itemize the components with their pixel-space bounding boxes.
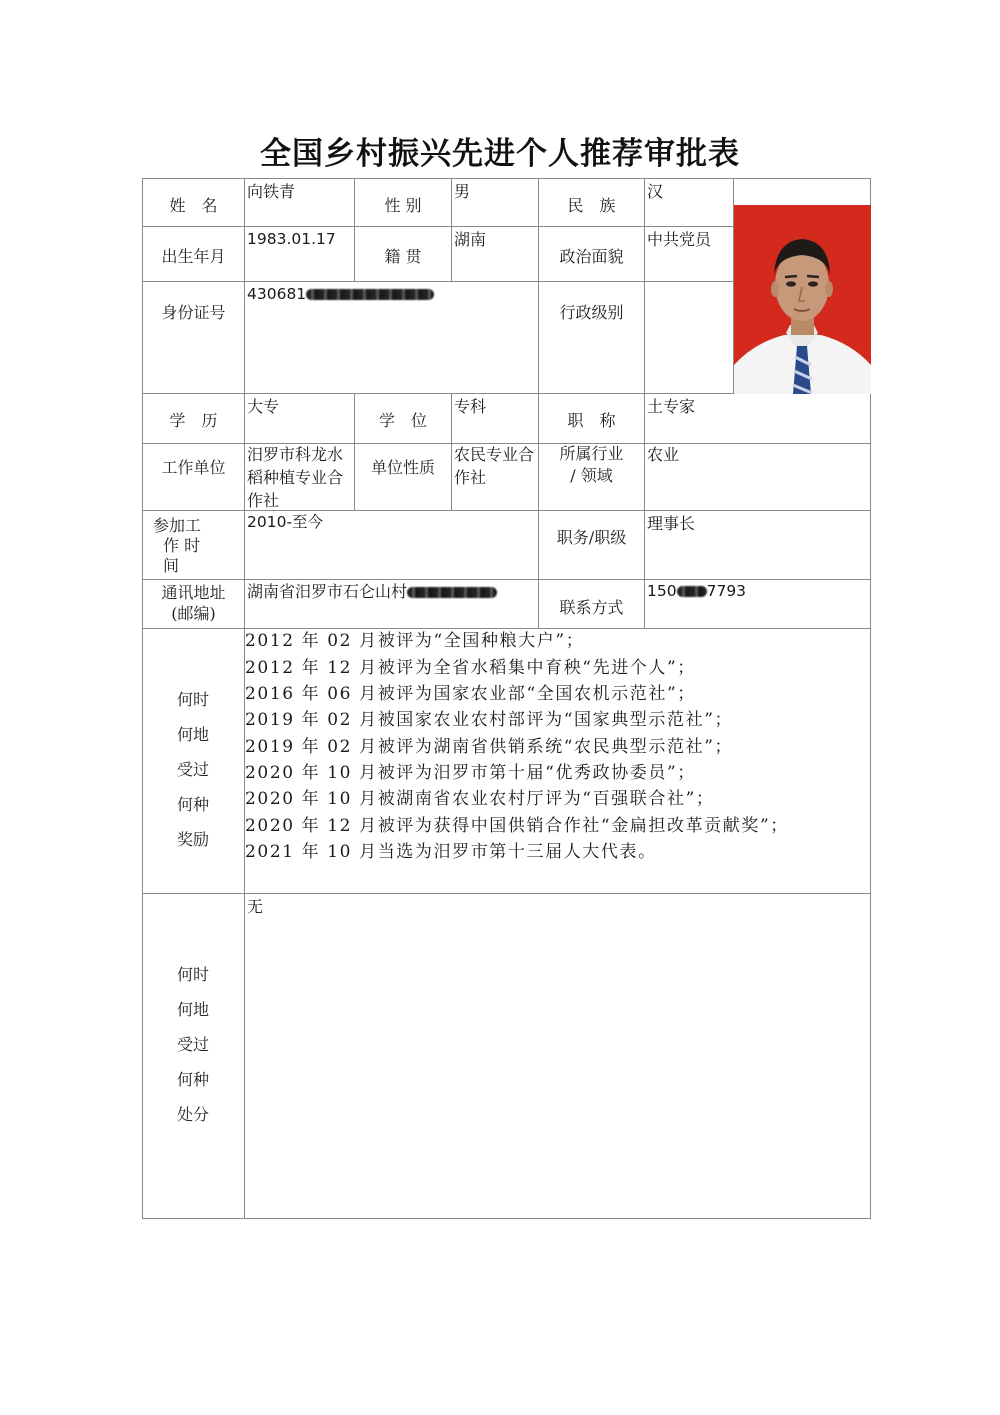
label-ethnicity: 民 族 [567,196,616,215]
label-professional-title: 职 称 [567,411,616,430]
portrait-image [734,205,871,394]
label-awards-1: 何时 [176,690,209,709]
label-punish-1: 何时 [176,965,209,984]
column-divider [451,179,452,281]
value-degree: 专科 [454,397,487,416]
label-awards-2: 何地 [176,725,209,744]
value-name: 向铁青 [247,182,296,201]
redacted-mark [306,289,434,300]
label-gender: 性 别 [384,196,422,215]
label-birth: 出生年月 [161,247,226,266]
label-native-place: 籍 贯 [384,247,422,266]
value-address [247,580,497,603]
label-awards-3: 受过 [176,760,209,779]
award-item: 2021 年 10 月当选为汨罗市第十三届人大代表。 [245,842,657,862]
award-item: 2020 年 12 月被评为获得中国供销合作社“金扁担改革贡献奖”； [245,816,789,836]
label-industry-line1: 所属行业 [559,444,624,463]
value-punishments: 无 [247,897,264,916]
value-native-place: 湖南 [454,230,487,249]
label-work-start-line3: 间 [163,556,180,575]
value-political-status: 中共党员 [647,230,712,249]
label-address [143,582,244,624]
label-degree: 学 位 [378,411,427,430]
address-text: 湖南省汨罗市石仑山村 [247,582,408,601]
label-position: 职务/职级 [556,528,627,547]
label-punish-5: 处分 [176,1105,209,1124]
form-title: 全国乡村振兴先进个人推荐审批表 [260,136,740,172]
award-item: 2012 年 12 月被评为全省水稻集中育秧“先进个人”； [245,658,696,678]
value-position: 理事长 [647,514,696,533]
label-work-unit: 工作单位 [161,458,226,477]
value-unit-nature: 农民专业合作社 [454,445,535,487]
value-work-start: 2010-至今 [247,513,324,531]
value-ethnicity: 汉 [647,182,664,201]
label-industry [539,443,644,487]
label-unit-nature: 单位性质 [370,458,435,477]
award-item: 2016 年 06 月被评为国家农业部“全国农机示范社”； [245,684,696,704]
row-divider [143,281,734,282]
value-work-unit: 汨罗市科龙水稻种植专业合作社 [247,445,344,510]
contact-suffix: 7793 [706,582,747,600]
row-divider [143,893,870,894]
label-awards [143,682,243,857]
label-punish-3: 受过 [176,1035,209,1054]
row-divider [143,226,734,227]
award-item: 2020 年 10 月被湖南省农业农村厅评为“百强联合社”； [245,789,715,809]
contact-prefix: 150 [647,582,677,600]
value-birth: 1983.01.17 [247,230,336,248]
label-id-number: 身份证号 [161,303,226,322]
value-education: 大专 [247,397,280,416]
award-item: 2019 年 02 月被国家农业农村部评为“国家典型示范社”； [245,710,734,730]
label-work-start-line1: 参加工 [153,516,202,535]
column-divider [644,179,645,393]
label-work-start-line2: 作 时 [163,536,201,555]
label-punish-2: 何地 [176,1000,209,1019]
label-contact: 联系方式 [559,598,624,617]
label-punishments [143,957,243,1132]
redacted-mark [407,587,497,598]
label-punish-4: 何种 [176,1070,209,1089]
redacted-mark [677,586,707,597]
value-contact [647,580,746,603]
id-number-prefix: 430681 [247,285,307,303]
portrait-photo [734,205,871,394]
value-id-number [247,283,434,306]
label-admin-level: 行政级别 [559,303,624,322]
award-item: 2020 年 10 月被评为汨罗市第十届“优秀政协委员”； [245,763,696,783]
label-industry-line2: / 领域 [570,466,613,485]
label-address-line1: 通讯地址 [161,583,226,602]
award-item: 2012 年 02 月被评为“全国种粮大户”； [245,631,585,651]
label-address-line2: (邮编) [171,604,216,623]
column-divider [644,393,645,628]
value-gender: 男 [454,182,471,201]
column-divider [451,393,452,510]
award-item: 2019 年 02 月被评为湖南省供销系统“农民典型示范社”； [245,737,734,757]
label-education: 学 历 [169,411,218,430]
label-work-start [153,516,213,576]
label-political-status: 政治面貌 [559,247,624,266]
value-professional-title: 土专家 [647,397,696,416]
label-awards-5: 奖励 [176,830,209,849]
label-name: 姓 名 [169,196,218,215]
label-awards-4: 何种 [176,795,209,814]
recommendation-form [142,178,871,1219]
value-industry: 农业 [647,445,680,464]
